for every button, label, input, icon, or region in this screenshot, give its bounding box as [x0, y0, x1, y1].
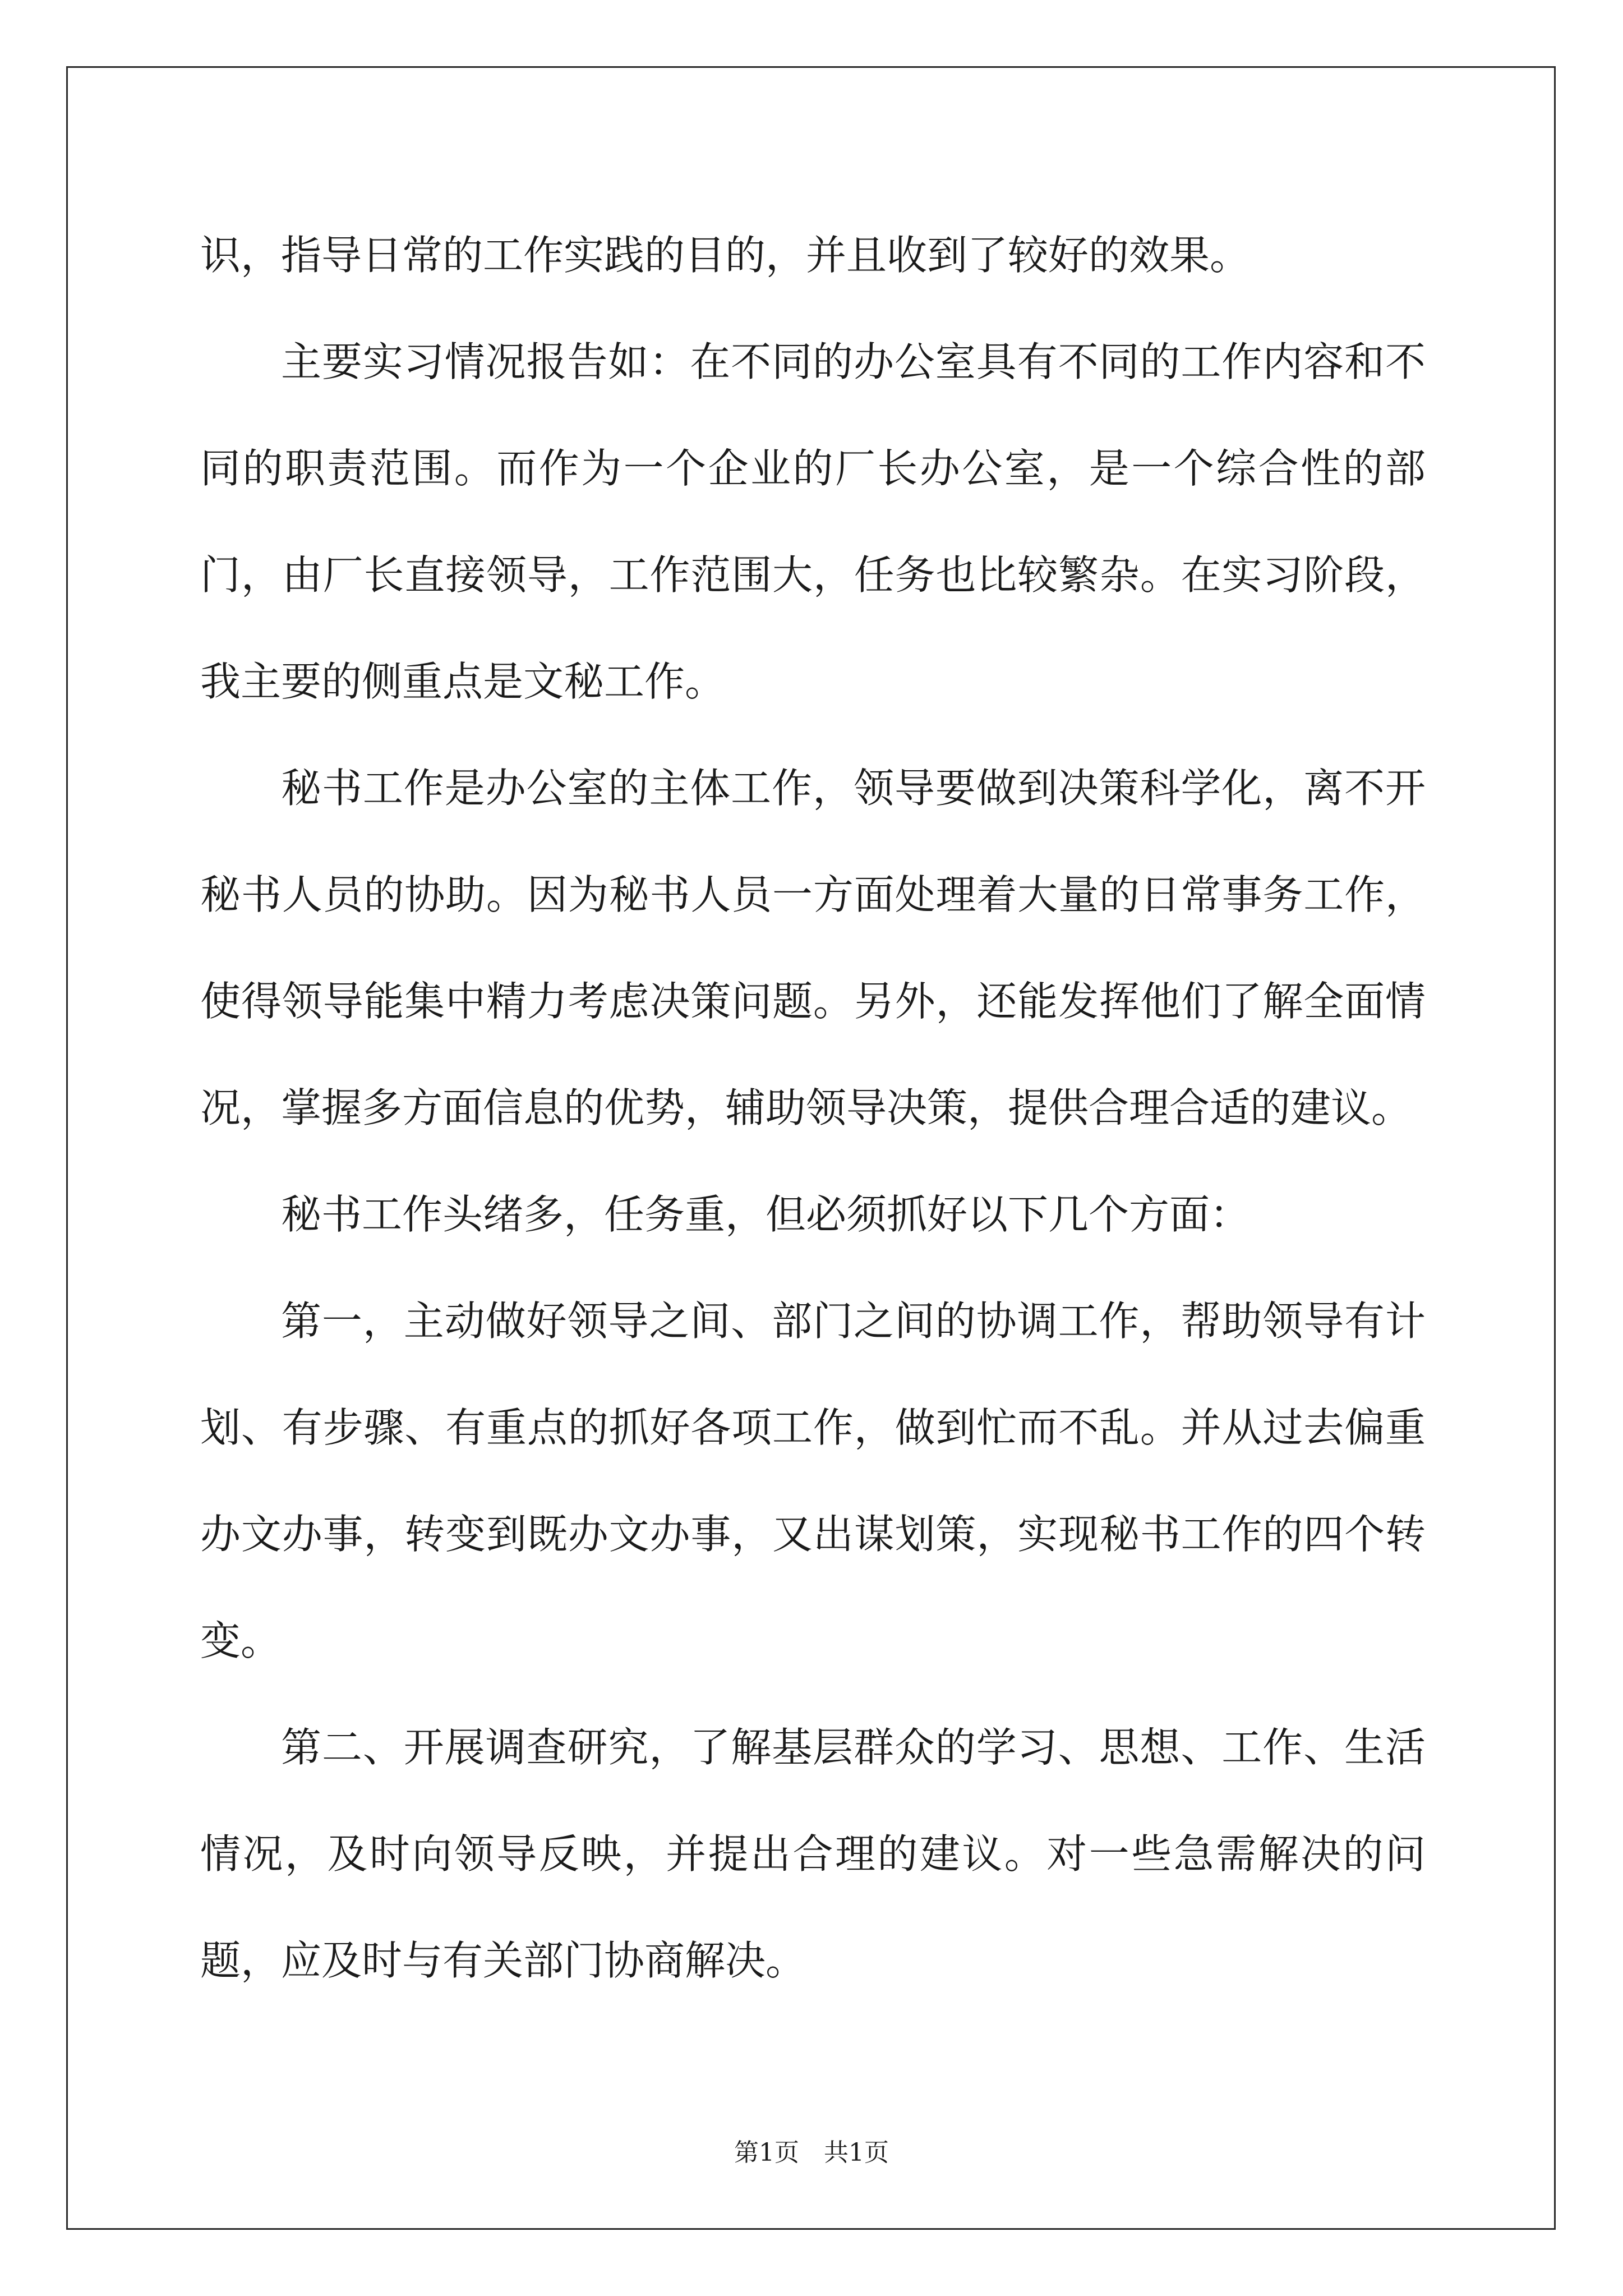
- document-body: [200, 202, 1426, 2014]
- paragraph-5: 第一，主动做好领导之间、部门之间的协调工作，帮助领导有计划、有步骤、有重点的抓好各项工作，做到忙而不乱。并从过去偏重办文办事，转变到既办文办事，又出谋划策，实现秘书工作的四个转变。: [200, 1297, 1426, 1664]
- paragraph-1: 识，指导日常的工作实践的目的，并且收到了较好的效果。: [200, 232, 1251, 279]
- paragraph-6: 第二、开展调查研究，了解基层群众的学习、思想、工作、生活情况，及时向领导反映，并提出合理的建议。对一些急需解决的问题，应及时与有关部门协商解决。: [200, 1724, 1426, 1984]
- paragraph-4: 秘书工作头绪多，任务重，但必须抓好以下几个方面：: [281, 1191, 1251, 1238]
- page-footer: 第1页 共1页: [734, 2138, 889, 2167]
- paragraph-2: 主要实习情况报告如：在不同的办公室具有不同的工作内容和不同的职责范围。而作为一个企业的厂长办公室，是一个综合性的部门，由厂长直接领导，工作范围大，任务也比较繁杂。在实习阶段，我主要的侧重点是文秘工作。: [200, 338, 1426, 705]
- paragraph-3: 秘书工作是办公室的主体工作，领导要做到决策科学化，离不开秘书人员的协助。因为秘书人员一方面处理着大量的日常事务工作，使得领导能集中精力考虑决策问题。另外，还能发挥他们了解全面情况，掌握多方面信息的优势，辅助领导决策，提供合理合适的建议。: [200, 765, 1426, 1131]
